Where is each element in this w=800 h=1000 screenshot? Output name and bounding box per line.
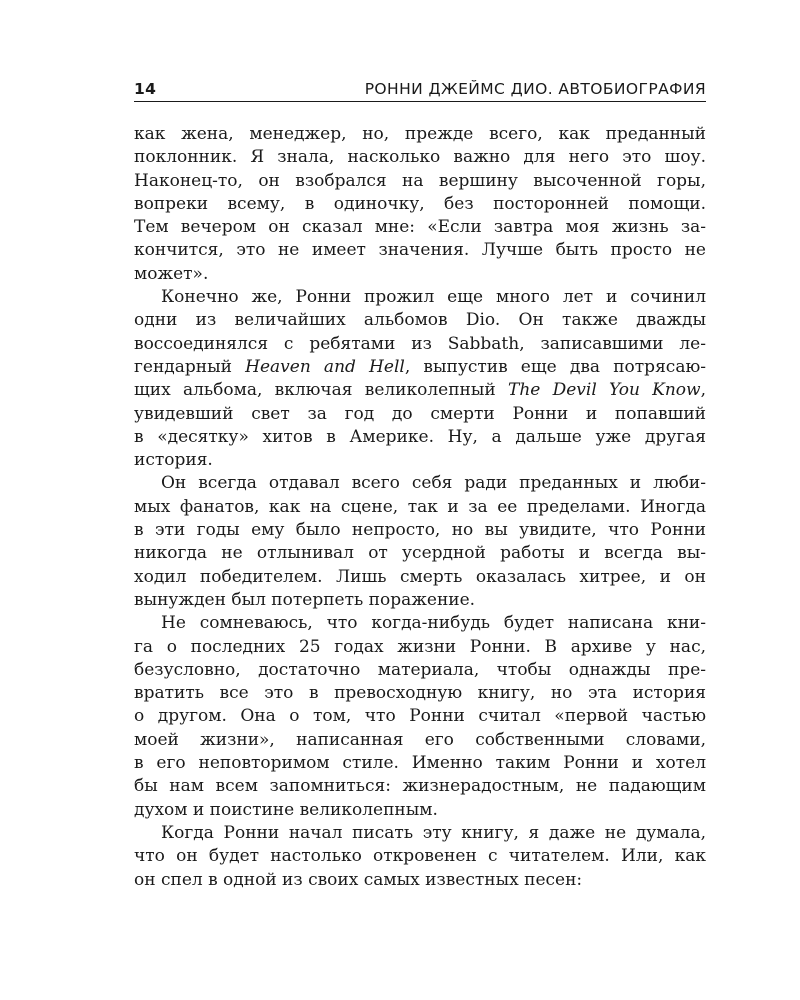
text-line <box>134 379 706 402</box>
text-line: вопреки всему, в одиночку, без посторонней помощи. <box>134 193 706 214</box>
header-rule <box>134 101 706 102</box>
text-line: ходил победителем. Лишь смерть оказалась хитрее, и он <box>134 566 706 587</box>
text-line: вынужден был потерпеть поражение. <box>134 589 476 610</box>
paragraph-1 <box>134 123 706 286</box>
paragraph-4 <box>134 612 706 822</box>
text-line: увидевший свет за год до смерти Ронни и попавший <box>134 403 706 424</box>
text-line: история. <box>134 450 213 471</box>
text-line: он спел в одной из своих самых известных песен: <box>134 869 583 890</box>
text-line: га о последних 25 годах жизни Ронни. В архиве у нас, <box>134 636 706 657</box>
text-line: Он всегда отдавал всего себя ради преданных и люби- <box>161 473 706 494</box>
text-line: вратить все это в превосходную книгу, но эта история <box>134 683 706 704</box>
text-line: в его неповторимом стиле. Именно таким Ронни и хотел <box>134 753 706 774</box>
paragraph-3 <box>134 472 706 612</box>
text-line: воссоединялся с ребятами из Sabbath, записавшими ле- <box>134 333 706 354</box>
text-line: о другом. Она о том, что Ронни считал «первой частью <box>134 706 706 727</box>
text-line: безусловно, достаточно материала, чтобы однажды пре- <box>134 659 706 680</box>
text-line: Тем вечером он сказал мне: «Если завтра моя жизнь за- <box>134 217 706 238</box>
album-title-heaven-and-hell: Heaven and Hell <box>245 356 405 377</box>
text-run: , <box>700 380 706 401</box>
text-line: бы нам всем запомниться: жизнерадостным, не падающим <box>134 776 706 797</box>
text-line: в эти годы ему было непросто, но вы увидите, что Ронни <box>134 520 706 541</box>
text-line: Когда Ронни начал писать эту книгу, я даже не думала, <box>161 822 706 843</box>
text-line: как жена, менеджер, но, прежде всего, как преданный <box>134 124 706 144</box>
text-line: поклонник. Я знала, насколько важно для него это шоу. <box>134 147 706 168</box>
text-run: щих альбома, включая великолепный <box>134 380 508 401</box>
page-number: 14 <box>134 80 157 98</box>
paragraph-5 <box>134 822 706 892</box>
text-line: кончится, это не имеет значения. Лучше быть просто не <box>134 240 706 261</box>
text-line: никогда не отлынивал от усердной работы и всегда вы- <box>134 543 706 564</box>
text-line: Наконец-то, он взобрался на вершину высоченной горы, <box>134 170 706 191</box>
text-line: Не сомневаюсь, что когда-нибудь будет написана кни- <box>161 613 706 634</box>
text-line: в «десятку» хитов в Америке. Ну, а дальше уже другая <box>134 426 706 447</box>
album-title-the-devil-you-know: The Devil You Know <box>508 380 701 401</box>
text-line: Конечно же, Ронни прожил еще много лет и сочинил <box>161 287 706 308</box>
text-line: духом и поистине великолепным. <box>134 799 438 820</box>
text-line: может». <box>134 263 209 284</box>
text-run: гендарный <box>134 356 246 377</box>
text-run: , выпустив еще два потрясаю- <box>404 356 706 377</box>
book-title: РОННИ ДЖЕЙМС ДИО. АВТОБИОГРАФИЯ <box>364 80 706 98</box>
text-line: мых фанатов, как на сцене, так и за ее пределами. Иногда <box>134 496 706 517</box>
text-line <box>134 356 706 379</box>
text-line: что он будет настолько откровенен с читателем. Или, как <box>134 846 706 867</box>
paragraph-2 <box>134 286 706 472</box>
text-line: моей жизни», написанная его собственными словами, <box>134 729 706 750</box>
running-head <box>134 78 706 100</box>
text-line: одни из величайших альбомов Dio. Он также дважды <box>134 310 706 331</box>
body-text <box>134 123 706 892</box>
